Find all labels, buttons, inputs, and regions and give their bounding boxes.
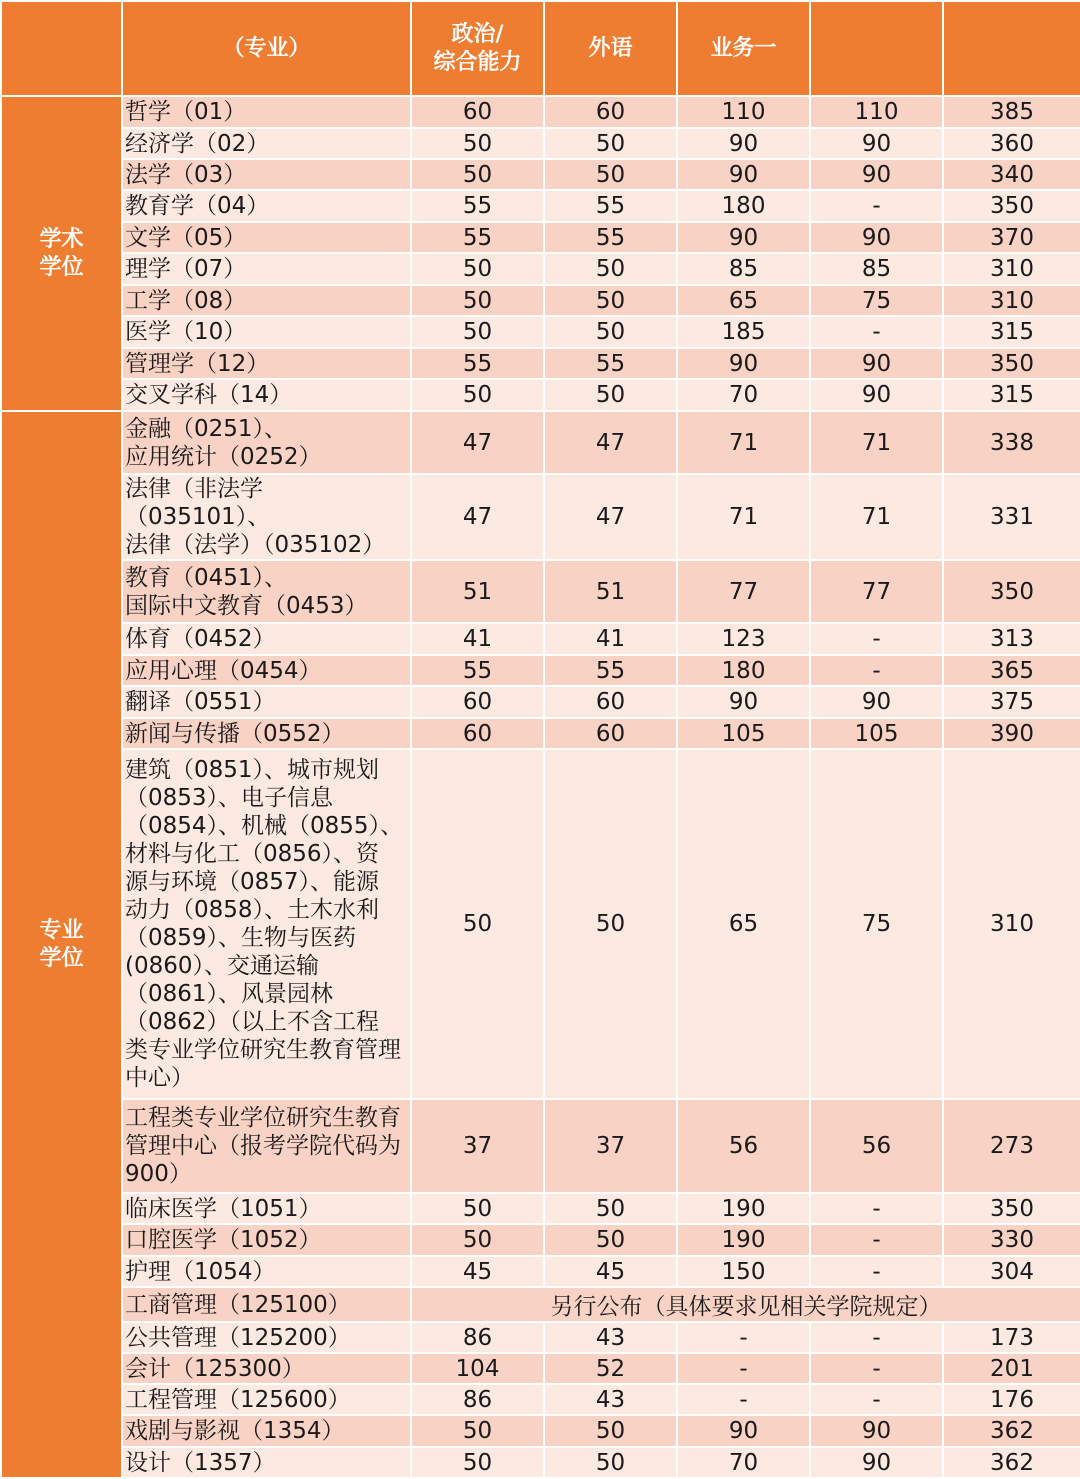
score-subject1: 85 [677, 253, 810, 285]
table-row [1, 1256, 1080, 1287]
score-politics: 50 [411, 1447, 544, 1478]
score-total: 176 [943, 1384, 1080, 1415]
score-subject2: - [810, 1224, 943, 1256]
major-name: 新闻与传播（0552） [122, 718, 411, 749]
table-row [1, 749, 1080, 1099]
score-total: 370 [943, 222, 1080, 253]
header-language: 外语 [544, 1, 677, 96]
major-name: 护理（1054） [122, 1256, 411, 1287]
score-politics: 104 [411, 1353, 544, 1384]
score-politics: 41 [411, 623, 544, 655]
major-name: 临床医学（1051） [122, 1193, 411, 1224]
major-name: 医学（10） [122, 316, 411, 348]
score-subject1: 65 [677, 749, 810, 1099]
score-politics: 50 [411, 253, 544, 285]
major-name: 工学（08） [122, 285, 411, 316]
score-total: 375 [943, 686, 1080, 718]
score-politics: 86 [411, 1384, 544, 1415]
score-subject2: 71 [810, 411, 943, 474]
score-language: 47 [544, 474, 677, 560]
major-name: 应用心理（0454） [122, 655, 411, 686]
table-row [1, 474, 1080, 560]
table-row [1, 348, 1080, 379]
major-name: 法律（非法学（035101）、 法律（法学）（035102） [122, 474, 411, 560]
table-row [1, 655, 1080, 686]
table-row [1, 1099, 1080, 1193]
score-subject1: 150 [677, 1256, 810, 1287]
table-row [1, 1193, 1080, 1224]
score-total: 313 [943, 623, 1080, 655]
score-total: 350 [943, 560, 1080, 623]
score-language: 50 [544, 253, 677, 285]
table-row [1, 285, 1080, 316]
score-subject2: - [810, 1256, 943, 1287]
table-row [1, 623, 1080, 655]
score-total: 360 [943, 128, 1080, 159]
score-politics: 60 [411, 718, 544, 749]
score-language: 55 [544, 190, 677, 222]
score-subject1: 180 [677, 190, 810, 222]
score-subject1: 190 [677, 1193, 810, 1224]
score-politics: 55 [411, 348, 544, 379]
major-name: 翻译（0551） [122, 686, 411, 718]
score-subject2: - [810, 655, 943, 686]
table-row [1, 379, 1080, 411]
score-subject2: 77 [810, 560, 943, 623]
score-subject2: - [810, 1384, 943, 1415]
score-language: 55 [544, 222, 677, 253]
score-politics: 50 [411, 285, 544, 316]
score-language: 50 [544, 1193, 677, 1224]
score-total: 350 [943, 1193, 1080, 1224]
score-language: 50 [544, 316, 677, 348]
score-subject2: 110 [810, 96, 943, 128]
score-subject1: 90 [677, 348, 810, 379]
score-subject2: - [810, 316, 943, 348]
score-language: 50 [544, 128, 677, 159]
table-row [1, 222, 1080, 253]
score-politics: 50 [411, 1415, 544, 1447]
table-row [1, 96, 1080, 128]
header-total [943, 1, 1080, 96]
score-total: 304 [943, 1256, 1080, 1287]
score-language: 55 [544, 348, 677, 379]
score-politics: 50 [411, 159, 544, 190]
score-total: 350 [943, 190, 1080, 222]
score-subject1: 71 [677, 411, 810, 474]
score-subject2: 75 [810, 749, 943, 1099]
table-row [1, 560, 1080, 623]
major-name: 工商管理（125100） [122, 1287, 411, 1322]
score-subject1: 110 [677, 96, 810, 128]
score-language: 60 [544, 96, 677, 128]
score-total: 331 [943, 474, 1080, 560]
major-name: 口腔医学（1052） [122, 1224, 411, 1256]
score-politics: 60 [411, 686, 544, 718]
score-politics: 45 [411, 1256, 544, 1287]
table-row [1, 1384, 1080, 1415]
score-subject1: 180 [677, 655, 810, 686]
score-subject2: 90 [810, 159, 943, 190]
score-language: 43 [544, 1322, 677, 1353]
header-subject2 [810, 1, 943, 96]
score-language: 37 [544, 1099, 677, 1193]
score-subject2: - [810, 190, 943, 222]
score-subject1: 123 [677, 623, 810, 655]
score-total: 315 [943, 316, 1080, 348]
score-total: 310 [943, 253, 1080, 285]
score-language: 60 [544, 718, 677, 749]
table-row [1, 1415, 1080, 1447]
score-subject1: - [677, 1384, 810, 1415]
score-subject2: 90 [810, 222, 943, 253]
score-total: 340 [943, 159, 1080, 190]
score-total: 362 [943, 1447, 1080, 1478]
score-subject1: 71 [677, 474, 810, 560]
score-subject2: 56 [810, 1099, 943, 1193]
score-subject1: 105 [677, 718, 810, 749]
major-name: 经济学（02） [122, 128, 411, 159]
score-subject2: - [810, 1353, 943, 1384]
major-name: 管理学（12） [122, 348, 411, 379]
score-subject1: 90 [677, 1415, 810, 1447]
score-total: 350 [943, 348, 1080, 379]
major-name: 公共管理（125200） [122, 1322, 411, 1353]
table-row [1, 1322, 1080, 1353]
major-name: 工程管理（125600） [122, 1384, 411, 1415]
header-politics: 政治/ 综合能力 [411, 1, 544, 96]
score-politics: 86 [411, 1322, 544, 1353]
score-total: 173 [943, 1322, 1080, 1353]
score-total: 330 [943, 1224, 1080, 1256]
score-subject1: - [677, 1353, 810, 1384]
score-language: 43 [544, 1384, 677, 1415]
major-name: 法学（03） [122, 159, 411, 190]
group-label: 学术 学位 [1, 96, 122, 411]
table-row [1, 316, 1080, 348]
score-total: 362 [943, 1415, 1080, 1447]
score-total: 201 [943, 1353, 1080, 1384]
score-total: 385 [943, 96, 1080, 128]
score-subject2: 71 [810, 474, 943, 560]
score-subject2: 90 [810, 128, 943, 159]
score-politics: 55 [411, 190, 544, 222]
score-language: 50 [544, 1447, 677, 1478]
score-language: 45 [544, 1256, 677, 1287]
table-row [1, 253, 1080, 285]
score-subject2: 85 [810, 253, 943, 285]
score-politics: 50 [411, 316, 544, 348]
score-language: 50 [544, 285, 677, 316]
score-subject1: 90 [677, 686, 810, 718]
score-politics: 50 [411, 379, 544, 411]
score-politics: 47 [411, 474, 544, 560]
score-politics: 51 [411, 560, 544, 623]
major-name: 教育（0451）、 国际中文教育（0453） [122, 560, 411, 623]
score-subject2: 90 [810, 1447, 943, 1478]
score-language: 50 [544, 749, 677, 1099]
score-total: 365 [943, 655, 1080, 686]
score-subject1: 56 [677, 1099, 810, 1193]
score-subject2: - [810, 1322, 943, 1353]
table-row [1, 128, 1080, 159]
score-subject1: 70 [677, 379, 810, 411]
table-row [1, 718, 1080, 749]
score-subject1: - [677, 1322, 810, 1353]
major-name: 哲学（01） [122, 96, 411, 128]
score-subject2: 90 [810, 686, 943, 718]
table-row [1, 1224, 1080, 1256]
score-subject2: 75 [810, 285, 943, 316]
score-subject1: 65 [677, 285, 810, 316]
score-subject2: 90 [810, 379, 943, 411]
score-politics: 37 [411, 1099, 544, 1193]
merged-note: 另行公布（具体要求见相关学院规定） [411, 1287, 1080, 1322]
table-row [1, 159, 1080, 190]
header-category [1, 1, 122, 96]
score-subject1: 90 [677, 222, 810, 253]
major-name: 戏剧与影视（1354） [122, 1415, 411, 1447]
major-name: 文学（05） [122, 222, 411, 253]
table-row [1, 411, 1080, 474]
major-name: 金融（0251）、 应用统计（0252） [122, 411, 411, 474]
score-subject2: 90 [810, 1415, 943, 1447]
score-language: 52 [544, 1353, 677, 1384]
table-row [1, 686, 1080, 718]
score-language: 50 [544, 1415, 677, 1447]
score-language: 50 [544, 1224, 677, 1256]
major-name: 教育学（04） [122, 190, 411, 222]
header-subject1: 业务一 [677, 1, 810, 96]
score-total: 273 [943, 1099, 1080, 1193]
score-politics: 55 [411, 222, 544, 253]
score-subject1: 190 [677, 1224, 810, 1256]
score-subject1: 90 [677, 159, 810, 190]
score-language: 50 [544, 379, 677, 411]
major-name: 设计（1357） [122, 1447, 411, 1478]
major-name: 交叉学科（14） [122, 379, 411, 411]
score-language: 50 [544, 159, 677, 190]
table-row [1, 1447, 1080, 1478]
score-subject1: 77 [677, 560, 810, 623]
header-row [1, 1, 1080, 96]
score-language: 60 [544, 686, 677, 718]
major-name: 工程类专业学位研究生教育 管理中心（报考学院代码为 900） [122, 1099, 411, 1193]
score-subject1: 185 [677, 316, 810, 348]
score-total: 338 [943, 411, 1080, 474]
score-politics: 50 [411, 1193, 544, 1224]
header-spec: （专业） [122, 1, 411, 96]
score-politics: 55 [411, 655, 544, 686]
table-row [1, 1353, 1080, 1384]
major-name: 理学（07） [122, 253, 411, 285]
score-subject2: 90 [810, 348, 943, 379]
score-politics: 50 [411, 749, 544, 1099]
table-row [1, 1287, 1080, 1322]
score-subject2: - [810, 623, 943, 655]
score-total: 310 [943, 285, 1080, 316]
major-name: 建筑（0851）、城市规划 （0853）、电子信息 （0854）、机械（0855）、 材料与化工（0856）、资 源与环境（0857）、能源 动力（0858）、土木水利 （0859）、生物与医药 (0860）、交通运输 （0861）、风景园林 （0862）（以上不含工程 类专业学位研究生教育管理 中心） [122, 749, 411, 1099]
score-total: 310 [943, 749, 1080, 1099]
score-politics: 60 [411, 96, 544, 128]
score-politics: 50 [411, 128, 544, 159]
major-name: 会计（125300） [122, 1353, 411, 1384]
score-subject2: - [810, 1193, 943, 1224]
score-language: 41 [544, 623, 677, 655]
score-politics: 47 [411, 411, 544, 474]
table-row [1, 190, 1080, 222]
score-language: 55 [544, 655, 677, 686]
score-subject1: 90 [677, 128, 810, 159]
score-subject2: 105 [810, 718, 943, 749]
group-label: 专业 学位 [1, 411, 122, 1478]
score-total: 390 [943, 718, 1080, 749]
score-politics: 50 [411, 1224, 544, 1256]
major-name: 体育（0452） [122, 623, 411, 655]
score-subject1: 70 [677, 1447, 810, 1478]
score-language: 51 [544, 560, 677, 623]
score-language: 47 [544, 411, 677, 474]
score-total: 315 [943, 379, 1080, 411]
